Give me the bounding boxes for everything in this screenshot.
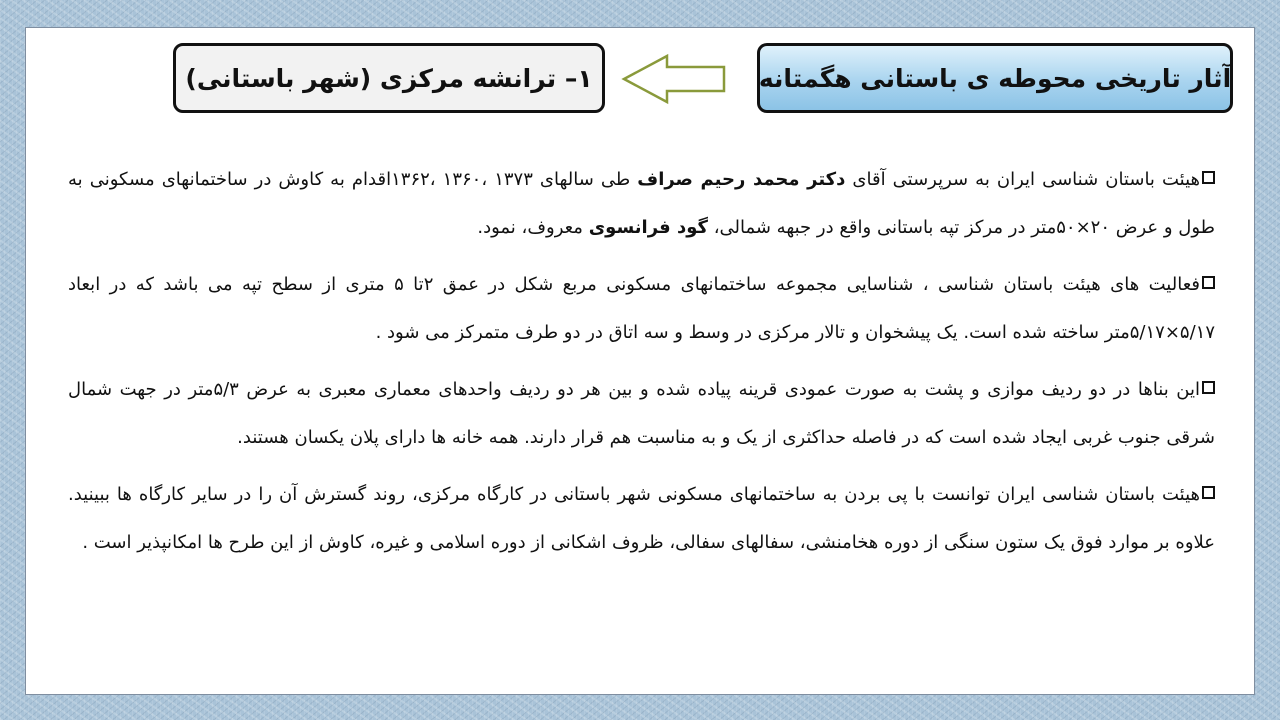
paragraph-4: [68, 471, 1215, 567]
paragraph-4-text: هیئت باستان شناسی ایران توانست با پی بردن به ساختمانهای مسکونی شهر باستانی در کارگاه مرکزی، روند گسترش آن را در سایر کارگاه ها ببینید. علاوه بر موارد فوق یک ستون سنگی از دوره هخامنشی، سفالهای سفالی، ظروف اشکانی از دوره اسلامی و غیره، کاوش از این طرح ها امکانپذیر است .: [68, 484, 1215, 553]
paragraph-3: [68, 366, 1215, 462]
paragraph-2-text: فعالیت های هیئت باستان شناسی ، شناسایی مجموعه ساختمانهای مسکونی مربع شکل در عمق ۲تا ۵ متری از سطح تپه می باشد که در ابعاد ۵/۱۷×۵/۱۷متر ساخته شده است. یک پیشخوان و تالار مرکزی در وسط و سه اتاق در دو طرف متمرکز می شود .: [68, 274, 1215, 343]
left-arrow-outline-icon: [620, 53, 728, 105]
section-title: ۱– ترانشه مرکزی (شهر باستانی): [185, 63, 593, 93]
paragraph-1-text-c: معروف، نمود.: [477, 217, 589, 238]
square-bullet-icon: [1202, 486, 1215, 499]
paragraph-3-text: این بناها در دو ردیف موازی و پشت به صورت عمودی قرینه پیاده شده و بین هر دو ردیف واحدهای معماری معبری به عرض ۵/۳متر در جهت شمال شرقی جنوب غربی ایجاد شده است که در فاصله حداکثری از یک و به مناسبت هم قرار دارند. همه خانه ها دارای پلان یکسان هستند.: [68, 379, 1215, 448]
section-title-box: [173, 43, 605, 113]
content-body: [68, 156, 1215, 576]
slide-title: آثار تاریخی محوطه ی باستانی هگمتانه: [758, 63, 1232, 93]
square-bullet-icon: [1202, 276, 1215, 289]
paragraph-1-bold-name: دکتر محمد رحیم صراف: [637, 169, 846, 190]
paragraph-1-bold-place: گود فرانسوی: [588, 217, 708, 238]
paragraph-1: [68, 156, 1215, 252]
paragraph-1-text-a: هیئت باستان شناسی ایران به سرپرستی آقای: [845, 169, 1201, 190]
paragraph-2: [68, 261, 1215, 357]
slide: [25, 27, 1255, 695]
square-bullet-icon: [1202, 171, 1215, 184]
paragraph-1-text-b: طی سالهای ۱۳۷۳ ،۱۳۶۰ ،۱۳۶۲اقدام به کاوش در ساختمانهای مسکونی به طول و عرض ۲۰×۵۰متر در مرکز تپه باستانی واقع در جبهه شمالی،: [68, 169, 1215, 238]
square-bullet-icon: [1202, 381, 1215, 394]
slide-title-box: [757, 43, 1233, 113]
